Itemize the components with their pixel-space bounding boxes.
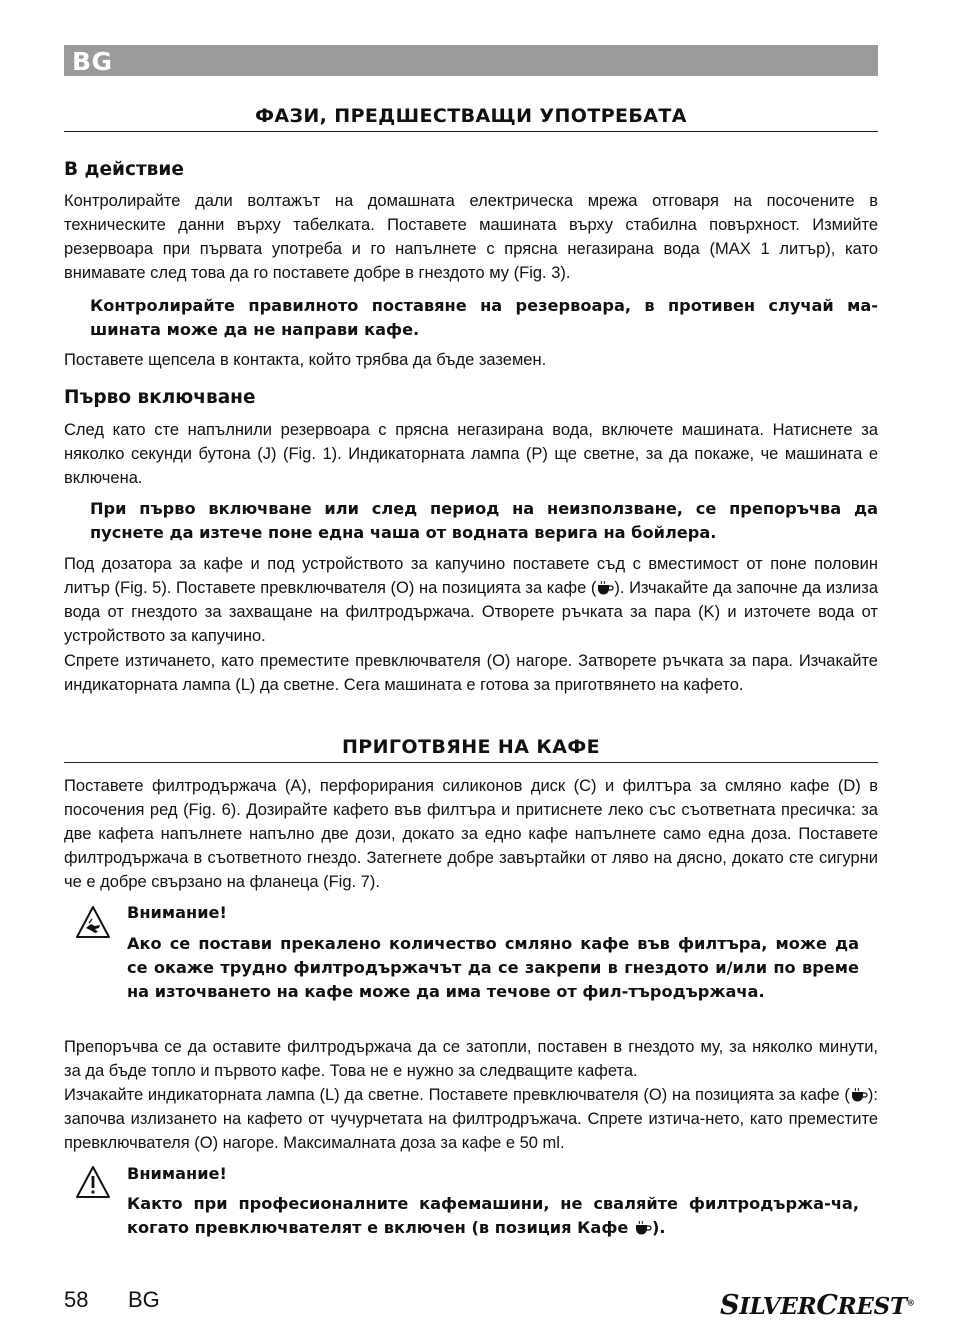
- paragraph-first-start: След като сте напълнили резервоара с прясна негазирана вода, включете машината. Натиснете за няколко секунди бутона (J) (Fig. 1). Индикаторната лампа (P) ще светне, за да покаже, че машината е включена.: [64, 421, 878, 487]
- subheading-first-start: Първо включване: [64, 387, 256, 408]
- warning-text-2-part1: Както при професионалните кафемашини, не сваляйте филтродържа-ча, когато превключвателят е включен (в позиция Кафе: [127, 1194, 859, 1237]
- note-reservoir: Контролирайте правилното поставяне на резервоара, в противен случай ма-шината може да не направи кафе.: [90, 296, 878, 339]
- paragraph-brewing: [64, 1083, 878, 1155]
- page-number: 58: [64, 1287, 89, 1312]
- warning-text-1: Ако се постави прекалено количество смляно кафе във филтъра, може да се окаже трудно филтродържачът да се закрепи в гнездото и/или по време на източването на кафе може да има течове от фил-търодържача.: [127, 934, 859, 1001]
- paragraph-dispenser-part2: ). Изчакайте да започне да излиза вода от гнездото за захващане на филтродържача. Отворете ръчката за пара (K) и източете вода от устройството за капучино.: [64, 579, 878, 645]
- note-first-use: При първо включване или след период на неизползване, се препоръчва да пуснете да изтече поне една чаша от водната верига на бойлера.: [90, 499, 878, 542]
- paragraph-filter-holder: Поставете филтродържача (A), перфорирания силиконов диск (C) и филтъра за смляно кафе (D) в посочения ред (Fig. 6). Дозирайте кафето във филтъра и притиснете леко със съответната пресичка: за две кафета напълнете напълно две дози, докато за едно кафе напълнете само една доза. Поставете филтродържача в съответното гнездо. Затегнете добре завъртайки от ляво на дясно, докато сте сигурни че е добре свързано на фланеца (Fig. 7).: [64, 777, 878, 891]
- hand-warning-icon: [75, 905, 111, 939]
- paragraph-dispenser-part1: Под дозатора за кафе и под устройството за капучино поставете съд с вместимост от поне половин литър (Fig. 5). Поставете превключвателя (O) на позицията за кафе (: [64, 555, 878, 597]
- section-title-coffee: ПРИГОТВЯНЕ НА КАФЕ: [64, 735, 878, 763]
- paragraph-plug: Поставете щепсела в контакта, който трябва да бъде заземен.: [64, 351, 547, 369]
- paragraph-brewing-part1: Изчакайте индикаторната лампа (L) да светне. Поставете превключвателя (O) на позицията за кафе (: [64, 1086, 850, 1104]
- language-tag: BG: [72, 47, 113, 76]
- paragraph-dispenser: [64, 552, 878, 648]
- language-header-bar: [64, 45, 878, 76]
- paragraph-preheat: Препоръчва се да оставите филтродържача да се затопли, поставен в гнездото му, за няколко минути, за да бъде топло и първото кафе. Това не е нужно за следващите кафета.: [64, 1038, 878, 1080]
- subheading-operation: В действие: [64, 159, 184, 180]
- coffee-cup-icon: [634, 1221, 652, 1235]
- paragraph-voltage: Контролирайте дали волтажът на домашната електрическа мрежа отговаря на посочените в техническите данни върху табелката. Поставете машината върху стабилна повърхност. Измийте резервоара при първата употреба и го напълнете с прясна негазирана вода (MAX 1 литър), като внимавате след това да го поставете добре в гнездото му (Fig. 3).: [64, 192, 878, 282]
- footer-language: BG: [128, 1287, 160, 1312]
- warning-text-2: [127, 1192, 859, 1240]
- warning-heading-2: Внимание!: [127, 1164, 227, 1183]
- paragraph-stop-flow: Спрете изтичането, като преместите превключвателя (O) нагоре. Затворете ръчката за пара. Изчакайте индикаторната лампа (L) да светне. Сега машината е готова за приготвянето на кафето.: [64, 652, 878, 694]
- warning-heading-1: Внимание!: [127, 903, 227, 922]
- paragraph-brewing-part2: ): започва излизането на кафето от чучурчетата на филтродръжача. Спрете изтича-нето, като преместите превключвателя (O) нагоре. Максималната доза за кафе е 50 ml.: [64, 1086, 878, 1152]
- coffee-cup-icon: [850, 1088, 868, 1102]
- exclamation-warning-icon: [75, 1165, 111, 1199]
- warning-text-2-part2: ).: [652, 1218, 666, 1237]
- brand-logo: SILVERCREST®: [720, 1290, 915, 1321]
- coffee-cup-icon: [596, 581, 614, 595]
- section-title-preparation: ФАЗИ, ПРЕДШЕСТВАЩИ УПОТРЕБАТА: [64, 104, 878, 132]
